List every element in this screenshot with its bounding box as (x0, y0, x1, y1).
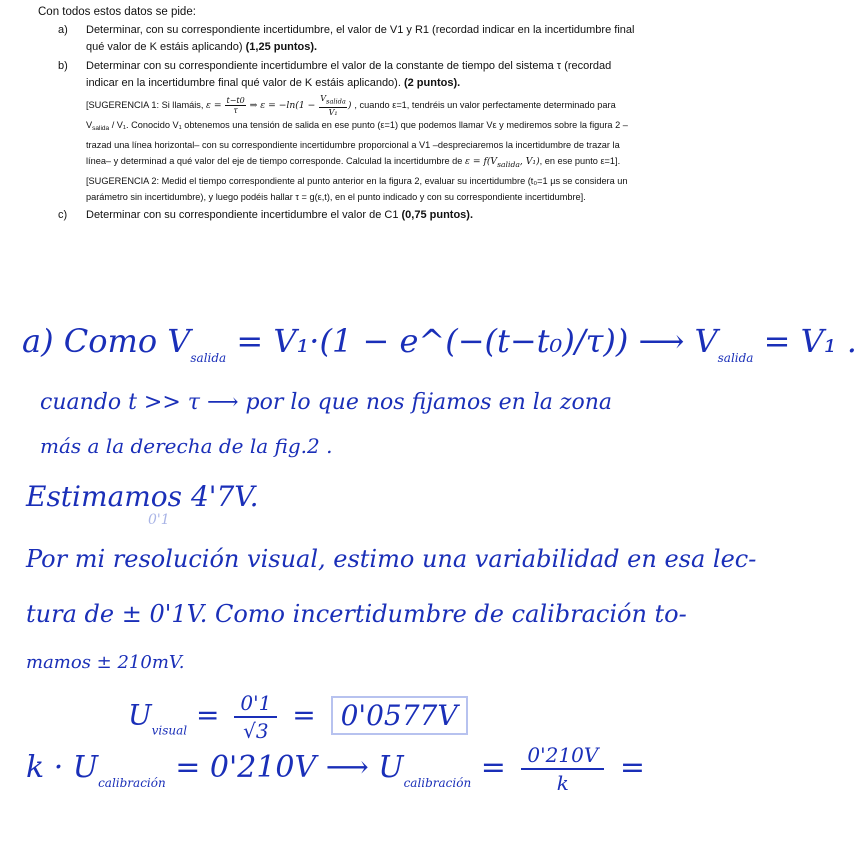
question-b-points: (2 puntos). (403, 77, 461, 89)
question-c-text: Determinar con su correspondiente incertidumbre el valor de C1 (86, 209, 399, 222)
handwritten-line-5: Por mi resolución visual, estimo una variabilidad en esa lec- (26, 545, 757, 573)
hw-calib-sub: calibración (98, 776, 166, 790)
question-a-text: Determinar, con su correspondiente incertidumbre, el valor de V1 y R1 (recordad indicar en la incertidumbre final qué valor de K estáis aplicando) (86, 24, 635, 53)
hw-u-visual-sub: visual (151, 723, 188, 738)
hw-calib-middle: = 0'210V ⟶ U (165, 750, 404, 785)
hw-u-visual-fraction (234, 690, 277, 744)
hw-calib-fraction (521, 742, 604, 796)
handwritten-line-4: Estimamos 4'7V. (26, 480, 259, 513)
handwritten-faint-note: 0'1 (148, 512, 170, 528)
question-b (38, 58, 638, 92)
hw-calib-numerator: 0'210V (521, 742, 604, 770)
hint-1-part-b: , cuando ε=1, tendréis un valor perfectamente determinado para V (86, 99, 616, 130)
question-c (38, 207, 638, 224)
hw-boxed-result: 0'0577V (331, 696, 468, 735)
hw-calib-sub2: calibración (403, 776, 472, 790)
hw-u-symbol: U (128, 698, 152, 732)
hint-1-part-d: , en ese punto ε=1]. (539, 155, 621, 166)
hw-line1-sub: salida (190, 351, 227, 365)
question-b-label: b) (58, 60, 68, 72)
hw-line1-sub2: salida (717, 351, 754, 365)
handwritten-line-7: mamos ± 210mV. (26, 652, 185, 673)
question-c-label: c) (58, 209, 68, 222)
handwritten-line-6: tura de ± 0'1V. Como incertidumbre de calibración to- (26, 600, 687, 628)
question-a-points: (1,25 puntos). (245, 41, 318, 53)
handwritten-line-3: más a la derecha de la fig.2 . (40, 434, 333, 458)
question-c-points: (0,75 puntos). (401, 209, 474, 222)
printed-instructions (38, 6, 638, 226)
intro-text: Con todos estos datos se pide: (38, 6, 196, 18)
question-a-label: a) (58, 24, 68, 36)
handwritten-line-2: cuando t >> τ ⟶ por lo que nos fijamos en la zona (40, 390, 613, 415)
handwritten-u-calibration-equation: $k \cdot U_{calibración} = 0'210V$ ⟶ $U_{calibración}$ = $\frac{0'210V}{k}$ = (26, 743, 645, 795)
handwritten-line-1 (22, 322, 857, 365)
hw-fraction-denominator: √3 (243, 719, 269, 743)
hw-line1-rest: = V₁·(1 − e^(−(t−t₀)/τ)) ⟶ V (226, 322, 718, 360)
hw-fraction-numerator: 0'1 (234, 690, 277, 718)
hint-1-function: $\varepsilon = f(V_{salida}$, V₁) (464, 155, 540, 169)
hw-line1-end: = V₁ . (753, 322, 857, 360)
hw-k-u: k · U (26, 750, 99, 785)
hint-1-part-a: [SUGERENCIA 1: Si llamáis, (86, 99, 204, 110)
hw-calib-denominator: k (556, 771, 569, 795)
hint-1-formula: ε = $\frac{t-t0}{\tau}$ ⇒ ε = −ln(1 − $\frac{V_{salida}}{\text{V₁}}$ ) (206, 94, 355, 117)
question-b-text: Determinar con su correspondiente incertidumbre el valor de la constante de tiempo del sistema τ (recordad indicar en la incertidumbre final qué valor de K estáis aplicando). (86, 60, 612, 89)
hint-2: [SUGERENCIA 2: Medid el tiempo correspondiente al punto anterior en la figura 2, evaluar su incertidumbre (t₀=1 µs se considera un parámetro sin incertidumbre), y luego podéis hallar τ = g(ε,t), en el punto indicado y con su correspondiente incertidumbre]. (86, 176, 628, 203)
hint-1-part-c: / V₁. Conocido V₁ obtenemos una tensión de salida en ese punto (ε=1) que podemos llamar Vε y mediremos sobre la figura 2 –trazad una línea horizontal– con su correspondiente incertidumbre proporcional a V1 –despreciaremos la incertidumbre de trazar la línea– y determinad a qué valor del eje de tiempo corresponde. Calculad la incertidumbre de (86, 119, 628, 166)
hint-1: [SUGERENCIA 1: Si llamáis, ε = $\frac{t-t0}{\tau}$ ⇒ ε = −ln(1 − $\frac{V_{salida}}{\text{V₁}}$ ) , cuando ε=1, tendréis un valor perfectamente determinado para $V_{salida} / V_1$. Conocido V₁ obtenemos una tensión de salida en ese punto (ε=1) que podemos llamar Vε y mediremos sobre la figura 2 –trazad una línea horizontal– con su correspondiente incertidumbre proporcional a V1 –despreciaremos la incertidumbre de trazar la línea– y determinad a qué valor del eje de tiempo corresponde. Calculad la incertidumbre de $\varepsilon = f(V_{salida}$, V₁), en ese punto ε=1]. (86, 94, 628, 169)
hw-calib-end: = (619, 750, 645, 785)
hw-line1-text: a) Como V (22, 322, 191, 360)
question-a (38, 22, 638, 56)
handwritten-u-visual-equation: $U_{visual}$ = $\frac{0'1}{√3}$ = 0'0577V (128, 690, 468, 744)
